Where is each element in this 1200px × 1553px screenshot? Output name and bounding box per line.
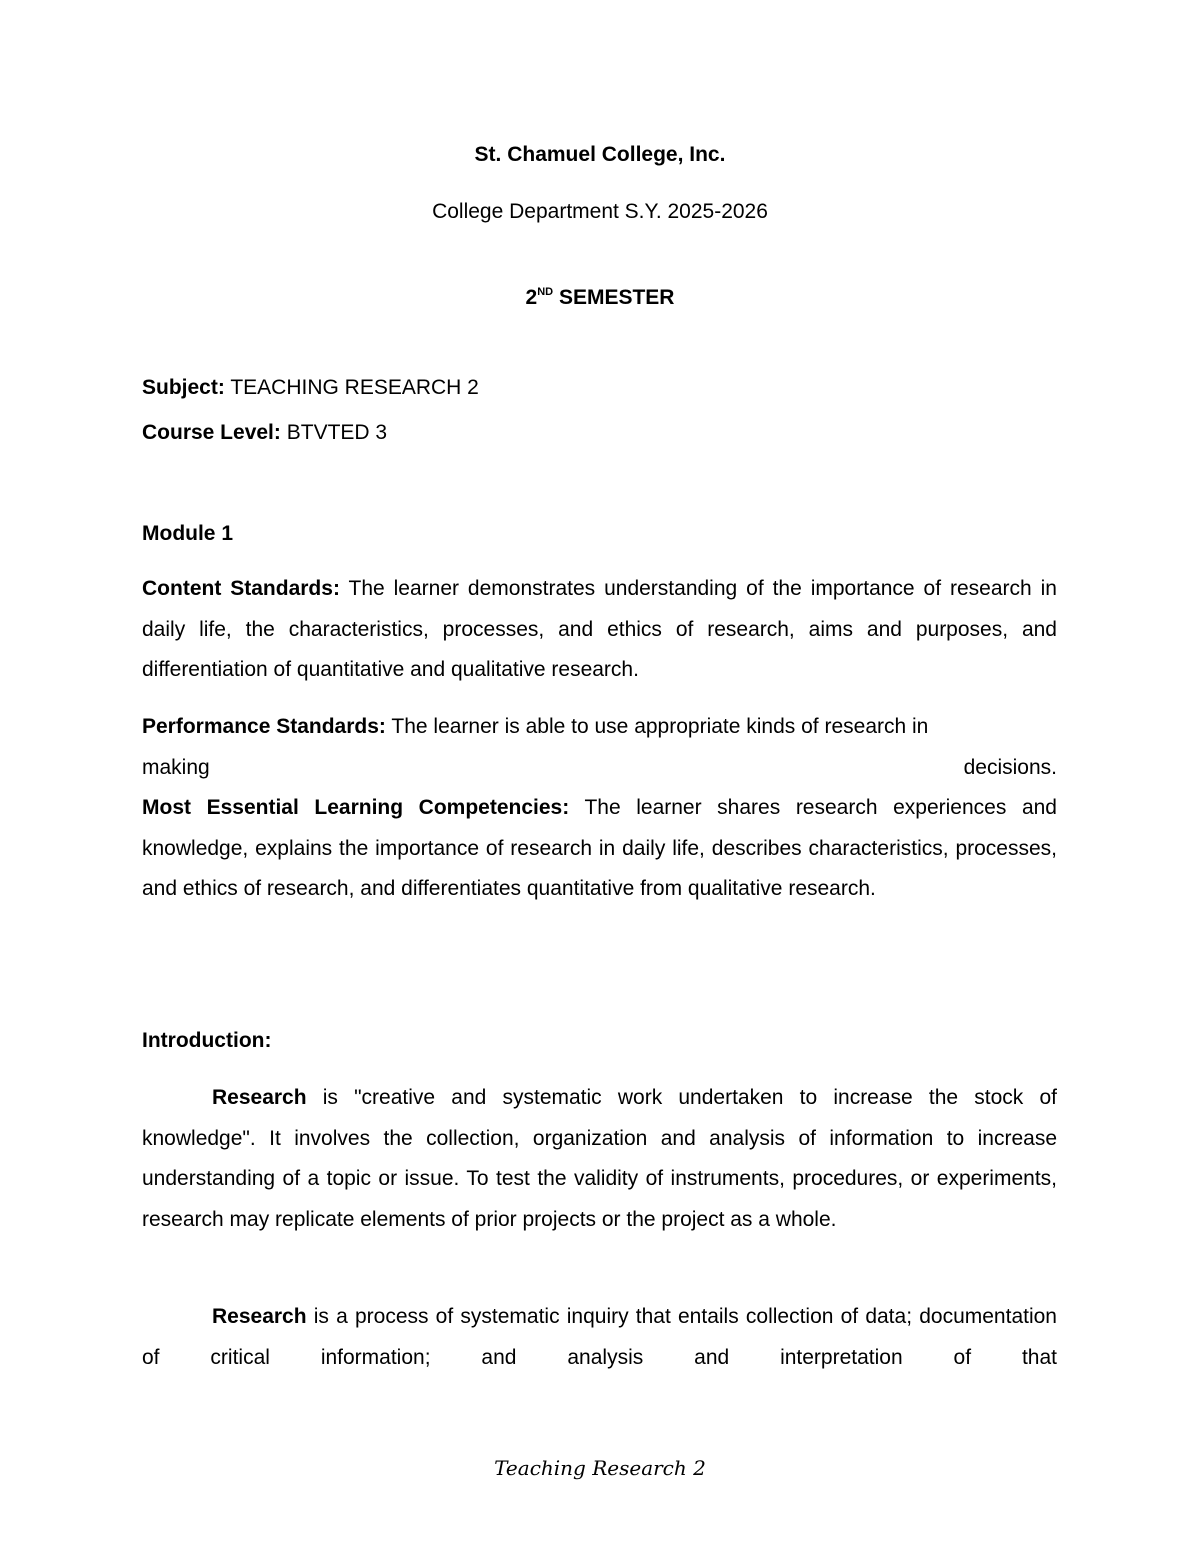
course-level-value: BTVTED 3: [286, 421, 388, 444]
content-standards: [142, 569, 1057, 691]
course-level-label: Course Level:: [142, 421, 281, 444]
content-standards-text: The learner demonstrates understanding of the importance of research in daily life, the characteristics, processes, and ethics of research, aims and purposes, and differentiation of quantitative and qualitative research.: [142, 577, 1057, 681]
performance-standards-line: [142, 707, 1057, 748]
content-standards-label: Content Standards:: [142, 577, 340, 600]
semester-suffix: ND: [537, 286, 554, 298]
semester-number: 2: [525, 286, 538, 309]
performance-standards-word-decisions: decisions.: [963, 755, 1057, 779]
melc-label: Most Essential Learning Competencies:: [142, 796, 570, 819]
subject-line: [142, 376, 1057, 400]
research-term: Research: [212, 1086, 307, 1109]
course-level-line: [142, 421, 1057, 445]
institution-name: St. Chamuel College, Inc.: [474, 143, 726, 166]
introduction-paragraph-2-text: is a process of systematic inquiry that entails collection of data; documentation of critical information; and analysis and interpretation of that: [142, 1305, 1057, 1369]
introduction-heading: Introduction:: [142, 1029, 272, 1052]
melc-text: The learner shares research experiences and knowledge, explains the importance of research in daily life, describes characteristics, processes, and ethics of research, and differentiates quantitative from qualitative research.: [142, 796, 1057, 900]
department-line: College Department S.Y. 2025-2026: [432, 200, 768, 223]
introduction-paragraph-2: [142, 1297, 1057, 1378]
subject-label: Subject:: [142, 376, 225, 399]
page-footer: Teaching Research 2: [494, 1456, 706, 1480]
semester-heading: [0, 286, 1200, 310]
performance-standards-text: The learner is able to use appropriate kinds of research in: [391, 715, 929, 738]
performance-standards-line-2: [142, 748, 1057, 789]
subject-value: TEACHING RESEARCH 2: [230, 376, 479, 399]
introduction-paragraph-1-text: is "creative and systematic work undertaken to increase the stock of knowledge". It involves the collection, organization and analysis of information to increase understanding of a topic or issue. To test the validity of instruments, procedures, or experiments, research may replicate elements of prior projects or the project as a whole.: [142, 1086, 1057, 1231]
introduction-paragraph-1: [142, 1078, 1057, 1240]
semester-word: SEMESTER: [558, 286, 675, 309]
performance-standards-word-making: making: [142, 755, 210, 779]
research-term: Research: [212, 1305, 307, 1328]
performance-standards: [142, 707, 1057, 788]
melc-paragraph: [142, 788, 1057, 910]
performance-standards-label: Performance Standards:: [142, 715, 386, 738]
module-title: Module 1: [142, 522, 234, 545]
